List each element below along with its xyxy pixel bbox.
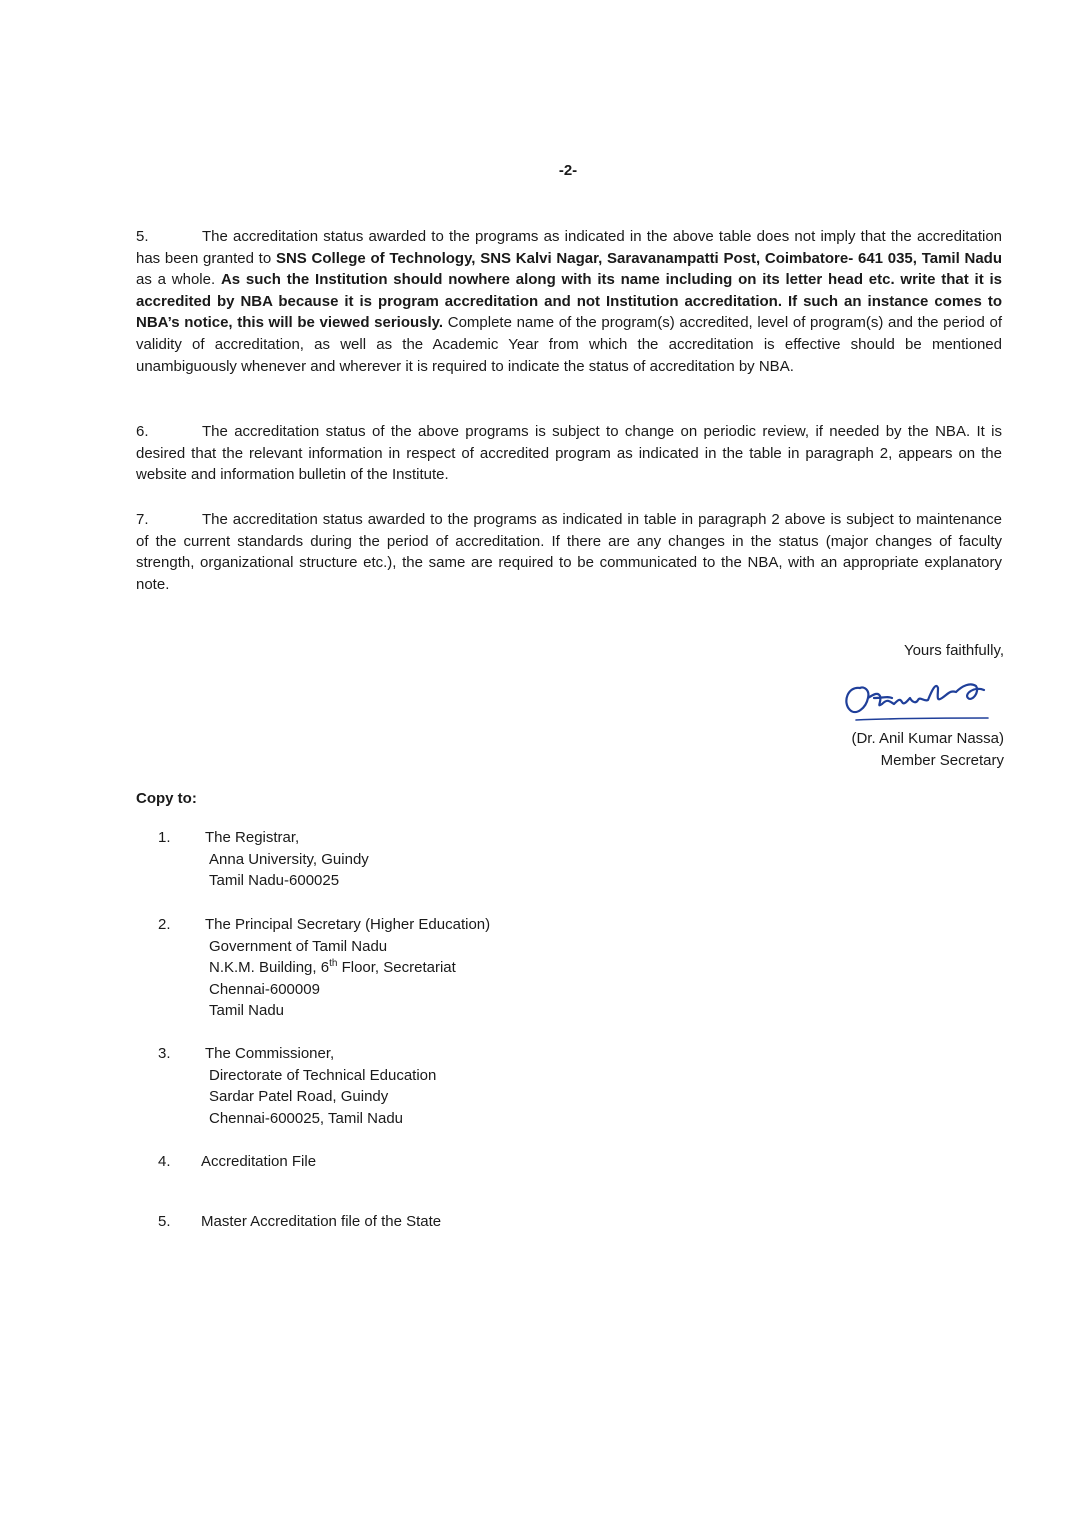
paragraph-5: [136, 226, 1002, 377]
paragraph-5-number: 5.: [136, 228, 149, 245]
copy-to-heading: Copy to:: [136, 790, 197, 807]
paragraph-7-text: The accreditation status awarded to the programs as indicated in table in paragraph 2 above is subject to maintenance of the current standards during the period of accreditation. If there are any changes in the status (major changes of faculty strength, organizational structure etc.), the same are required to be communicated to the NBA, with an appropriate explanatory note.: [136, 511, 1002, 593]
copy-to-item-line: The Registrar,: [205, 829, 300, 846]
paragraph-5-warning: As such the Institution should nowhere along with its name including on its letter head etc. write that it is accredited by NBA because it is program accreditation and not Institution accreditation. If such an instance comes to NBA’s notice, this will be viewed seriously.: [136, 271, 1003, 332]
paragraph-6-number: 6.: [136, 423, 149, 440]
copy-to-item-line: N.K.M. Building, 6th Floor, Secretariat: [209, 958, 456, 977]
copy-to-item-line: Tamil Nadu-600025: [209, 872, 340, 890]
copy-to-item-line: Government of Tamil Nadu: [209, 937, 388, 955]
copy-to-item-number: 5.: [158, 1213, 171, 1230]
page-number: -2-: [558, 162, 578, 179]
paragraph-5-text-2: as a whole.: [136, 271, 221, 289]
copy-to-item-line: The Commissioner,: [205, 1045, 335, 1062]
copy-to-item-line: The Principal Secretary (Higher Education): [205, 916, 491, 933]
copy-to-item-number: 4.: [158, 1153, 171, 1170]
copy-to-item-line: Master Accreditation file of the State: [201, 1213, 442, 1230]
signatory-name: (Dr. Anil Kumar Nassa): [851, 730, 1004, 747]
copy-to-item-number: 3.: [158, 1045, 171, 1062]
paragraph-5-text-3: Complete name of the program(s) accredited, level of program(s) and the period of validity of accreditation, as well as the Academic Year from which the accreditation is effective should be mentioned unambiguously whenever and wherever it is required to indicate the status of accreditation by NBA.: [136, 314, 1002, 375]
copy-to-item-line: Chennai-600009: [209, 980, 320, 998]
copy-to-item-number: 2.: [158, 916, 171, 933]
signatory-designation: Member Secretary: [880, 752, 1004, 769]
paragraph-5-text-1: The accreditation status awarded to the programs as indicated in the above table does not imply that the accreditation has been granted to: [136, 228, 1002, 267]
copy-to-item-number: 1.: [158, 829, 171, 846]
copy-to-item-line: Chennai-600025, Tamil Nadu: [209, 1109, 404, 1127]
paragraph-7: [136, 509, 1002, 595]
copy-to-item-line: Sardar Patel Road, Guindy: [209, 1088, 389, 1106]
copy-to-item-line: Tamil Nadu: [209, 1002, 285, 1020]
paragraph-6-text: The accreditation status of the above programs is subject to change on periodic review, if needed by the NBA. It is desired that the relevant information in respect of accredited program as indicated in the table in paragraph 2, appears on the website and information bulletin of the Institute.: [136, 423, 1002, 484]
paragraph-6: [136, 421, 1002, 486]
paragraph-7-number: 7.: [136, 511, 149, 528]
paragraph-5-institution-name: SNS College of Technology, SNS Kalvi Nagar, Saravanampatti Post, Coimbatore- 641 035, Tamil Nadu: [275, 249, 1003, 267]
copy-to-item-line: Accreditation File: [201, 1153, 317, 1170]
copy-to-item-line: Anna University, Guindy: [209, 850, 369, 868]
copy-to-item-line: Directorate of Technical Education: [209, 1066, 437, 1084]
closing-salutation: Yours faithfully,: [903, 642, 1004, 659]
signature-image: [838, 668, 1008, 728]
